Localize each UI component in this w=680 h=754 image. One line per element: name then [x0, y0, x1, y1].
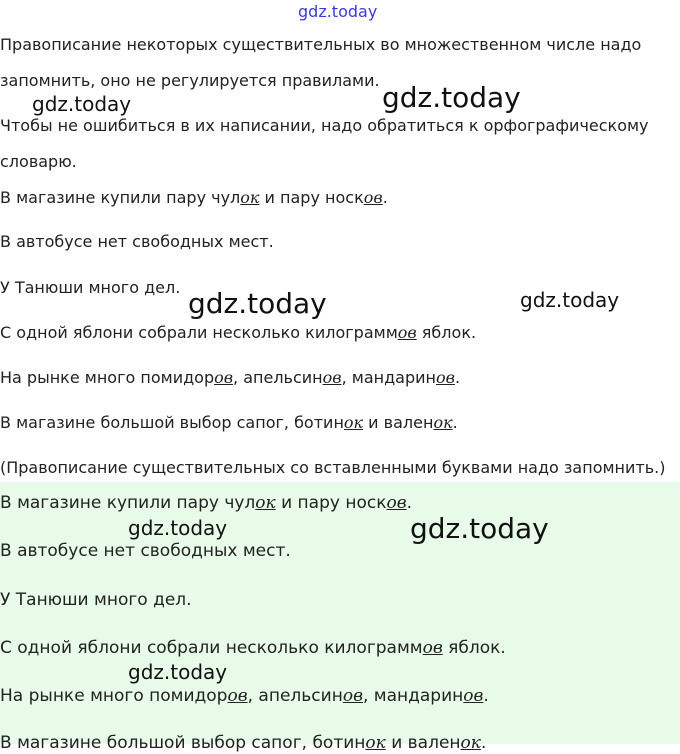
ending-ov: ов	[397, 323, 417, 342]
sentence-boots	[0, 412, 458, 434]
ending-ok: ок	[255, 493, 276, 513]
ending-ok: ок	[240, 188, 260, 207]
answer-market	[0, 685, 489, 707]
text: .	[454, 368, 461, 387]
answer-apples	[0, 637, 506, 659]
text: и пару носк	[275, 493, 387, 513]
ending-ok: ок	[365, 733, 386, 753]
ending-ov: ов	[322, 368, 342, 387]
ending-ok: ок	[433, 413, 453, 432]
ending-ov: ов	[435, 368, 455, 387]
text: , мандарин	[341, 368, 436, 387]
text: , апельсин	[247, 686, 343, 706]
intro-line-1: Правописание некоторых существительных во множественном числе надо	[0, 35, 642, 54]
answer-stockings	[0, 492, 412, 514]
ending-ov: ов	[214, 368, 234, 387]
watermark: gdz.today	[188, 287, 327, 320]
text: В магазине купили пару чул	[0, 493, 256, 513]
intro-line-2: запомнить, оно не регулируется правилами.	[0, 71, 380, 90]
ending-ok: ок	[460, 733, 481, 753]
text: и пару носк	[259, 188, 364, 207]
ending-ov: ов	[422, 638, 443, 658]
header-watermark: gdz.today	[298, 2, 378, 21]
text: , мандарин	[362, 686, 464, 706]
text: В магазине большой выбор сапог, ботин	[0, 733, 366, 753]
text: .	[480, 733, 487, 753]
text: В магазине большой выбор сапог, ботин	[0, 413, 344, 432]
memorize-note: (Правописание существительных со вставленными буквами надо запомнить.)	[0, 458, 666, 477]
watermark: gdz.today	[32, 92, 132, 116]
text: С одной яблони собрали несколько килограмм	[0, 323, 398, 342]
watermark: gdz.today	[520, 288, 620, 312]
watermark: gdz.today	[128, 516, 228, 540]
text: и вален	[363, 413, 434, 432]
sentence-market	[0, 367, 460, 389]
ending-ov: ов	[342, 686, 363, 706]
text: На рынке много помидор	[0, 686, 228, 706]
ending-ov: ов	[386, 493, 407, 513]
text: С одной яблони собрали несколько килограмм	[0, 638, 423, 658]
sentence-bus: В автобусе нет свободных мест.	[0, 232, 274, 251]
answer-boots	[0, 732, 486, 754]
text: яблок.	[416, 323, 477, 342]
sentence-tanyusha: У Танюши много дел.	[0, 278, 181, 297]
watermark: gdz.today	[410, 512, 549, 545]
sentence-apples	[0, 322, 476, 344]
answer-bus: В автобусе нет свободных мест.	[0, 541, 291, 561]
sentence-stockings	[0, 187, 388, 209]
text: .	[452, 413, 458, 432]
watermark: gdz.today	[382, 81, 521, 114]
answer-tanyusha: У Танюши много дел.	[0, 590, 192, 610]
ending-ov: ов	[363, 188, 383, 207]
text: .	[406, 493, 413, 513]
text: и вален	[385, 733, 461, 753]
intro-line-4: словарю.	[0, 152, 77, 171]
text: , апельсин	[233, 368, 323, 387]
ending-ov: ов	[463, 686, 484, 706]
text: яблок.	[442, 638, 506, 658]
text: .	[483, 686, 489, 706]
text: .	[382, 188, 388, 207]
text: На рынке много помидор	[0, 368, 215, 387]
intro-line-3: Чтобы не ошибиться в их написании, надо обратиться к орфографическому	[0, 116, 649, 135]
ending-ok: ок	[343, 413, 364, 432]
text: В магазине купили пару чул	[0, 188, 241, 207]
ending-ov: ов	[227, 686, 248, 706]
watermark: gdz.today	[128, 660, 228, 684]
